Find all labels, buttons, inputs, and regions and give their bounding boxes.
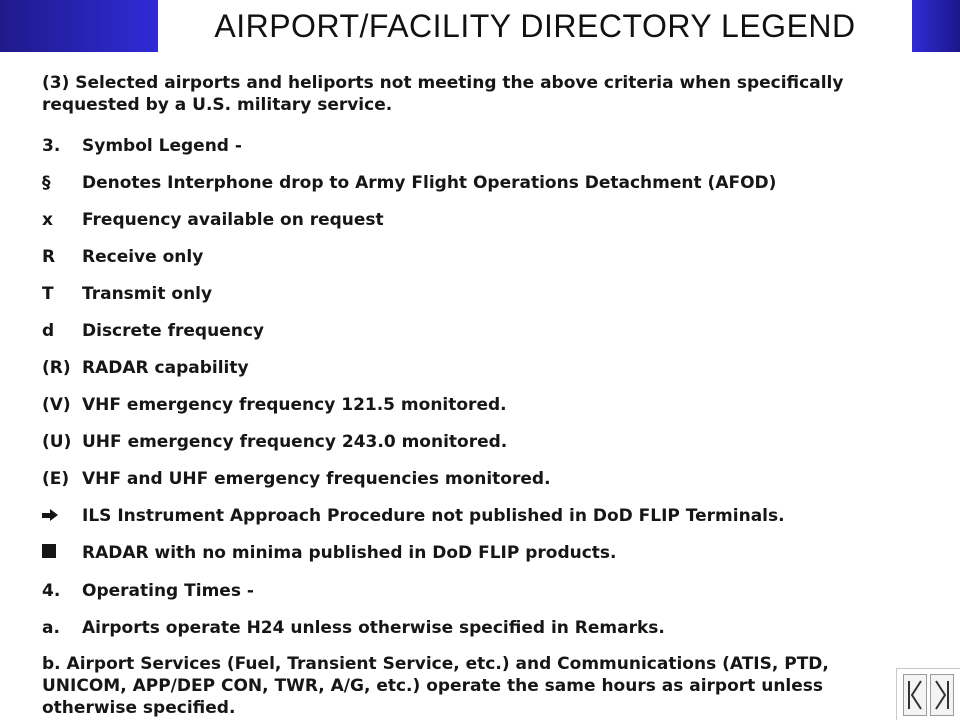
previous-slide-icon [906,678,924,712]
item-a-text: Airports operate H24 unless otherwise specified in Remarks. [82,618,665,638]
intro-paragraph: (3) Selected airports and heliports not meeting the above criteria when specifically requested by a U.S. military service. [42,73,844,115]
symbol-row [42,171,922,195]
section-3-title: Symbol Legend - [82,136,242,156]
symbol-row [42,319,922,343]
symbol-row [42,467,922,491]
symbol-code: d [42,321,55,341]
previous-slide-button[interactable] [903,674,927,716]
symbol-code: (U) [42,432,72,452]
section-4-heading [42,579,922,603]
slide-title: AIRPORT/FACILITY DIRECTORY LEGEND [158,0,912,52]
symbol-description: RADAR with no minima published in DoD FLIP products. [82,543,617,563]
symbol-description: Transmit only [82,284,213,304]
symbol-description: Frequency available on request [82,210,384,230]
symbol-row-square [42,541,922,565]
symbol-description: VHF emergency frequency 121.5 monitored. [82,395,507,415]
symbol-row [42,245,922,269]
symbol-description: VHF and UHF emergency frequencies monitored. [82,469,551,489]
symbol-row [42,282,922,306]
section-4-number: 4. [42,581,61,601]
symbol-code: T [42,284,54,304]
slide-navigation [896,668,960,720]
section-3-number: 3. [42,136,61,156]
symbol-row [42,356,922,380]
symbol-code: x [42,210,53,230]
symbol-code: (E) [42,469,70,489]
symbol-code: R [42,247,56,267]
item-a-label: a. [42,618,60,638]
symbol-description: ILS Instrument Approach Procedure not published in DoD FLIP Terminals. [82,506,785,526]
symbol-code: (V) [42,395,71,415]
next-slide-icon [933,678,951,712]
symbol-row [42,208,922,232]
section-3-heading [42,134,922,158]
symbol-description: Receive only [82,247,204,267]
symbol-description: Discrete frequency [82,321,264,341]
symbol-description: RADAR capability [82,358,249,378]
symbol-row [42,430,922,454]
symbol-row-arrow [42,504,922,528]
right-arrow-icon [42,509,58,521]
scanned-document [0,52,960,720]
item-b-paragraph: b. Airport Services (Fuel, Transient Service, etc.) and Communications (ATIS, PTD, UNICOM, APP/DEP CON, TWR, A/G, etc.) operate the same hours as airport unless otherwise specified. [42,654,829,718]
section-4-title: Operating Times - [82,581,254,601]
symbol-code: (R) [42,358,71,378]
next-slide-button[interactable] [930,674,954,716]
header-bar-left [0,0,158,52]
filled-square-icon [42,544,56,558]
symbol-description: Denotes Interphone drop to Army Flight Operations Detachment (AFOD) [82,173,777,193]
slide-header [0,0,960,52]
header-bar-right [912,0,960,52]
symbol-row [42,393,922,417]
symbol-code: § [42,173,51,193]
symbol-description: UHF emergency frequency 243.0 monitored. [82,432,508,452]
item-a [42,616,922,640]
